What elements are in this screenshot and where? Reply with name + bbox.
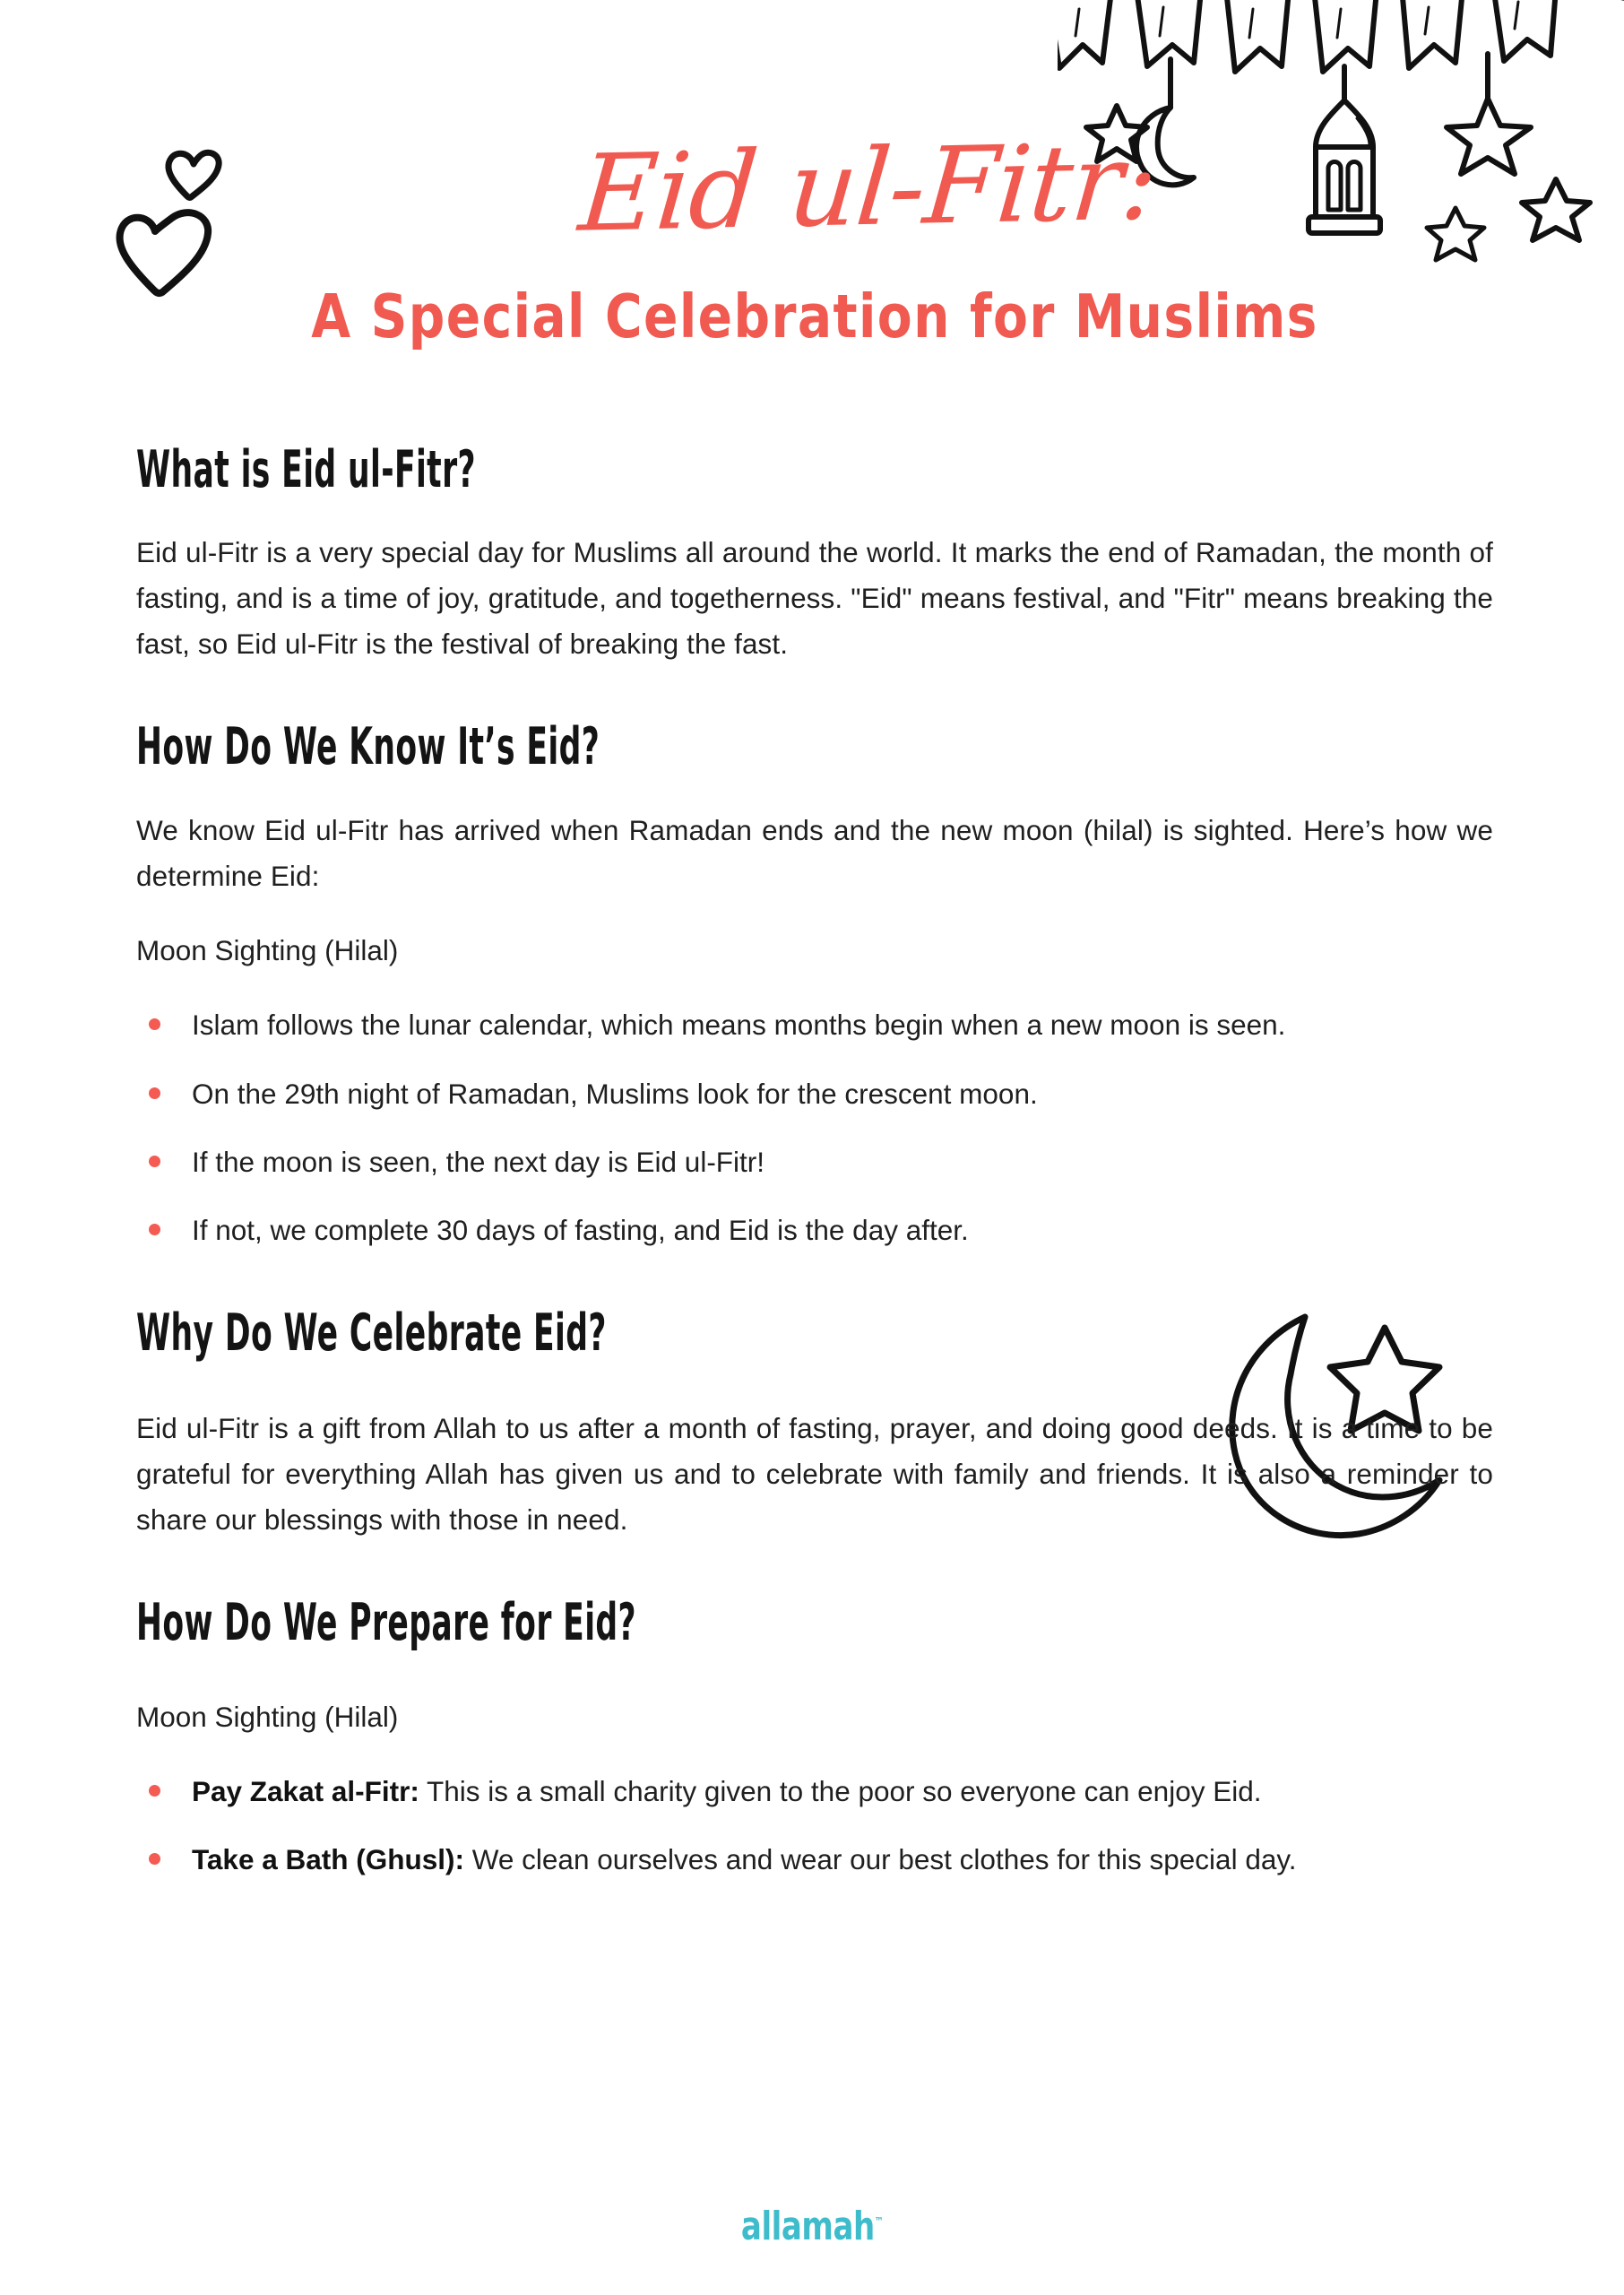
page-title: Eid ul-Fitr: [574, 119, 1162, 255]
footer [0, 2204, 1624, 2249]
section-heading-what-is-eid: What is Eid ul-Fitr? [136, 439, 476, 500]
subheading-moon-sighting-1: Moon Sighting (Hilal) [136, 933, 399, 966]
bullet-list-moon-sighting [136, 1002, 1493, 1253]
list-item-text: Islam follows the lunar calendar, which means months begin when a new moon is seen. [192, 1009, 1286, 1042]
page-subtitle: A Special Celebration for Muslims [311, 281, 1318, 351]
list-item [136, 1769, 1493, 1814]
brand-logo-text: allamah [740, 2204, 875, 2249]
trademark-mark: ™ [874, 2215, 884, 2230]
list-item-lead-in: Pay Zakat al-Fitr: [192, 1774, 419, 1807]
list-item [136, 1139, 1493, 1184]
bullet-list-prepare [136, 1769, 1493, 1883]
section-paragraph-what-is-eid: Eid ul-Fitr is a very special day for Muslims all around the world. It marks the end of Ramadan, the month of fasting, and is a time of joy, gratitude, and togetherness. "Eid" means festival, and "Fitr" means breaking the fast, so Eid ul-Fitr is the festival of breaking the fast. [136, 536, 1493, 661]
list-item-text: We clean ourselves and wear our best clothes for this special day. [463, 1843, 1297, 1876]
list-item-text: If the moon is seen, the next day is Eid ul-Fitr! [192, 1145, 765, 1178]
brand-logo [740, 2204, 884, 2249]
section-heading-why-celebrate: Why Do We Celebrate Eid? [136, 1303, 607, 1363]
document-content [136, 0, 1493, 1906]
section-heading-how-prepare: How Do We Prepare for Eid? [136, 1593, 636, 1653]
section-heading-how-do-we-know: How Do We Know It’s Eid? [136, 717, 600, 777]
list-item-text: This is a small charity given to the poor so everyone can enjoy Eid. [419, 1774, 1262, 1807]
list-item [136, 1002, 1493, 1047]
list-item-lead-in: Take a Bath (Ghusl): [192, 1843, 464, 1876]
list-item [136, 1071, 1493, 1116]
list-item [136, 1208, 1493, 1252]
title-block [136, 0, 1493, 351]
section-paragraph-why-celebrate: Eid ul-Fitr is a gift from Allah to us after a month of fasting, prayer, and doing good deeds. It is a time to be grateful for everything Allah has given us and to celebrate with family and friends. It is also a reminder to share our blessings with those in need. [136, 1412, 1493, 1537]
list-item [136, 1837, 1493, 1882]
list-item-text: If not, we complete 30 days of fasting, and Eid is the day after. [192, 1214, 969, 1247]
subheading-moon-sighting-2: Moon Sighting (Hilal) [136, 1700, 399, 1733]
section-paragraph-how-do-we-know: We know Eid ul-Fitr has arrived when Ramadan ends and the new moon (hilal) is sighted. Here’s how we determine Eid: [136, 813, 1493, 892]
list-item-text: On the 29th night of Ramadan, Muslims look for the crescent moon. [192, 1077, 1038, 1110]
